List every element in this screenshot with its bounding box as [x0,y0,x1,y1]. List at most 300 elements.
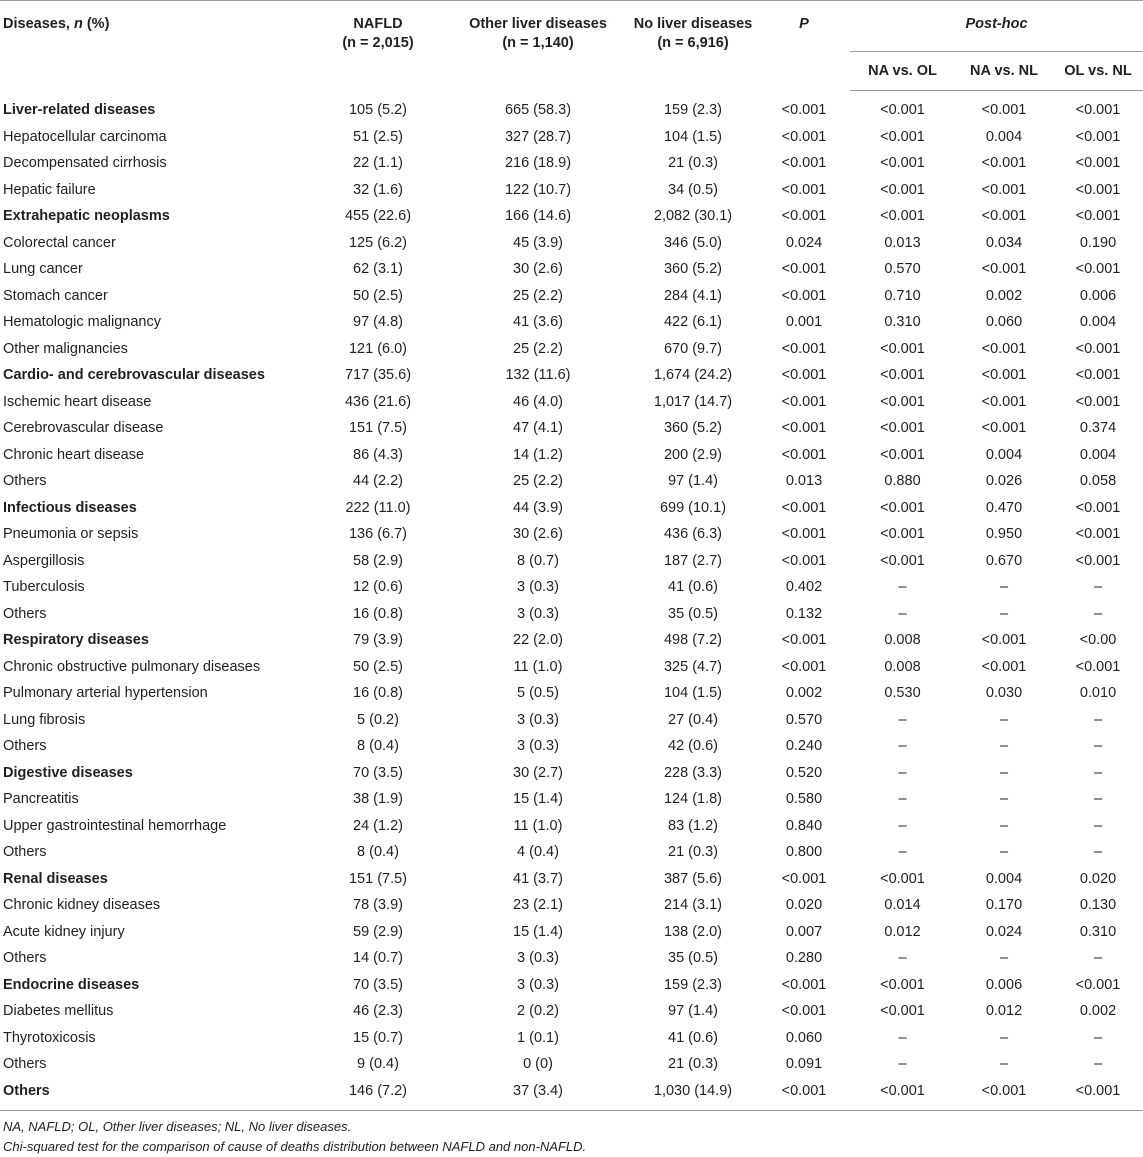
cell-disease: Lung cancer [3,261,83,277]
cell-ol-vs-nl: – [1093,738,1103,754]
cell-p-value: 0.402 [785,579,823,595]
cell-p-value: <0.001 [781,526,827,542]
cell-disease: Hepatic failure [3,181,96,198]
cell-p-value: 0.001 [785,314,823,330]
cell-disease: Pancreatitis [3,791,79,807]
cell-nafld: 78 (3.9) [353,897,403,913]
cell-other-liver: 3 (0.3) [517,950,559,966]
cell-no-liver: 422 (6.1) [663,314,723,330]
footnote-abbreviations: NA, NAFLD; OL, Other liver diseases; NL, No liver diseases. [3,1119,352,1134]
cell-na-vs-ol: – [898,764,907,781]
cell-no-liver: 699 (10.1) [659,499,727,516]
cell-other-liver: 30 (2.6) [513,526,563,542]
cell-p-value: 0.002 [785,685,823,701]
header-no-liver: No liver diseases (n = 6,916) [628,1,758,91]
category-row [0,627,1143,654]
cell-ol-vs-nl: 0.004 [1079,314,1117,330]
header-p-value: P [758,1,850,91]
cell-nafld: 51 (2.5) [353,128,403,145]
cell-other-liver: 3 (0.3) [517,738,559,754]
cell-no-liver: 42 (0.6) [668,738,718,754]
cell-no-liver: 187 (2.7) [663,552,723,569]
cell-na-vs-ol: 0.013 [884,234,921,251]
cell-nafld: 125 (6.2) [348,234,408,251]
table-row [0,839,1143,866]
cell-disease: Pulmonary arterial hypertension [3,685,208,701]
cell-no-liver: 228 (3.3) [663,764,723,781]
cell-disease: Cerebrovascular disease [3,420,164,436]
cell-ol-vs-nl: <0.001 [1075,367,1121,383]
cell-na-vs-nl: – [999,764,1009,781]
cell-nafld: 16 (0.8) [353,605,403,622]
cell-na-vs-nl: – [999,791,1009,807]
cell-na-vs-nl: 0.170 [985,897,1023,913]
cell-nafld: 24 (1.2) [353,817,403,834]
cell-na-vs-ol: <0.001 [880,499,925,516]
cell-no-liver: 159 (2.3) [663,101,723,118]
cell-p-value: <0.001 [781,155,827,171]
cell-p-value: <0.001 [781,1003,827,1019]
cell-ol-vs-nl: <0.001 [1075,658,1121,675]
cell-no-liver: 27 (0.4) [668,711,718,728]
cell-no-liver: 83 (1.2) [668,817,718,834]
cell-disease: Extrahepatic neoplasms [3,208,170,224]
cell-no-liver: 498 (7.2) [663,632,723,648]
cell-p-value: 0.024 [785,234,823,251]
cell-ol-vs-nl: <0.001 [1075,181,1121,198]
table-row [0,442,1143,469]
cell-na-vs-nl: 0.034 [985,234,1023,251]
cell-no-liver: 104 (1.5) [663,685,723,701]
cell-na-vs-nl: 0.002 [985,287,1023,304]
cell-ol-vs-nl: – [1093,950,1103,966]
cell-no-liver: 35 (0.5) [668,605,718,622]
cell-p-value: <0.001 [781,632,827,648]
cell-p-value: 0.520 [785,764,823,781]
cell-ol-vs-nl: – [1093,1029,1103,1046]
cell-na-vs-ol: 0.570 [884,261,921,277]
category-row [0,866,1143,893]
cell-na-vs-ol: 0.530 [884,685,921,701]
cell-no-liver: 1,017 (14.7) [653,393,733,410]
table-row [0,945,1143,972]
cell-p-value: 0.060 [785,1029,823,1046]
cell-no-liver: 21 (0.3) [668,844,718,860]
cell-p-value: <0.001 [781,261,827,277]
cell-other-liver: 15 (1.4) [513,923,563,940]
cell-other-liver: 22 (2.0) [513,632,563,648]
category-row [0,1078,1143,1111]
cell-no-liver: 138 (2.0) [663,923,723,940]
cell-nafld: 44 (2.2) [353,473,403,489]
category-row [0,91,1143,124]
cell-ol-vs-nl: 0.058 [1079,473,1117,489]
cell-na-vs-nl: 0.006 [985,976,1023,993]
cell-na-vs-nl: – [999,1029,1009,1046]
cell-no-liver: 124 (1.8) [663,791,723,807]
cell-na-vs-nl: – [999,1056,1009,1072]
cell-no-liver: 436 (6.3) [663,526,723,542]
cell-ol-vs-nl: <0.001 [1075,261,1121,277]
cell-other-liver: 665 (58.3) [504,101,572,118]
cell-other-liver: 30 (2.7) [513,764,563,781]
cell-na-vs-nl: <0.001 [981,261,1027,277]
cell-disease: Others [3,473,47,489]
cell-disease: Chronic obstructive pulmonary diseases [3,658,261,675]
cell-ol-vs-nl: <0.001 [1075,128,1121,145]
cell-no-liver: 35 (0.5) [668,950,718,966]
cell-na-vs-ol: – [898,791,907,807]
cell-ol-vs-nl: <0.001 [1075,155,1121,171]
cell-na-vs-ol: <0.001 [880,340,925,357]
cell-na-vs-ol: <0.001 [880,102,925,118]
cell-other-liver: 3 (0.3) [517,711,559,728]
cell-na-vs-nl: – [999,579,1009,595]
cell-na-vs-ol: <0.001 [880,526,925,542]
cell-nafld: 455 (22.6) [344,208,412,224]
cell-disease: Others [3,605,47,622]
cell-disease: Others [3,1056,47,1072]
cell-disease: Others [3,950,47,966]
table-row [0,124,1143,151]
cell-ol-vs-nl: 0.130 [1079,897,1117,913]
cell-nafld: 79 (3.9) [353,632,403,648]
cell-nafld: 38 (1.9) [353,791,403,807]
cell-no-liver: 21 (0.3) [668,1056,718,1072]
cell-na-vs-nl: <0.001 [981,658,1027,675]
cell-nafld: 8 (0.4) [357,738,399,754]
table-row [0,468,1143,495]
cell-other-liver: 216 (18.9) [504,155,572,171]
cell-disease: Chronic heart disease [3,446,145,463]
cell-disease: Renal diseases [3,870,108,887]
cell-ol-vs-nl: <0.001 [1053,1078,1143,1111]
cell-nafld: 8 (0.4) [357,844,399,860]
cell-ol-vs-nl: <0.001 [1075,526,1121,542]
cell-ol-vs-nl: – [1093,817,1103,834]
cell-na-vs-nl: <0.001 [981,208,1027,224]
cell-no-liver: 284 (4.1) [663,287,723,304]
table-row [0,230,1143,257]
cell-no-liver: 200 (2.9) [663,446,723,463]
cell-na-vs-ol: – [898,579,907,595]
cell-disease: Diabetes mellitus [3,1003,114,1019]
table-body [0,91,1143,1111]
cell-disease: Others [3,738,47,754]
header-na-vs-ol: NA vs. OL [850,52,955,91]
cell-disease: Hepatocellular carcinoma [3,128,167,145]
cell-p-value: 0.800 [785,844,823,860]
cell-other-liver: 23 (2.1) [513,897,563,913]
cell-na-vs-nl: 0.950 [985,526,1023,542]
cell-disease: Pneumonia or sepsis [3,526,139,542]
cell-other-liver: 45 (3.9) [513,234,563,251]
cell-nafld: 86 (4.3) [353,446,403,463]
cell-other-liver: 327 (28.7) [504,128,572,145]
category-row [0,203,1143,230]
cell-na-vs-ol: 0.710 [884,287,921,304]
cell-na-vs-ol: <0.001 [880,181,925,198]
table-row [0,998,1143,1025]
table-row [0,919,1143,946]
table-row [0,256,1143,283]
cell-ol-vs-nl: <0.001 [1075,208,1121,224]
cell-na-vs-ol: <0.001 [880,870,925,887]
table-row [0,786,1143,813]
cell-nafld: 46 (2.3) [353,1003,403,1019]
cell-other-liver: 25 (2.2) [513,287,563,304]
table-row [0,813,1143,840]
cell-p-value: 0.580 [785,791,823,807]
cell-nafld: 32 (1.6) [353,181,403,198]
cell-na-vs-nl: 0.004 [985,446,1023,463]
table-row [0,283,1143,310]
cell-no-liver: 670 (9.7) [663,340,723,357]
category-row [0,362,1143,389]
cell-p-value: <0.001 [781,420,827,436]
table-row [0,521,1143,548]
cell-na-vs-ol: – [898,817,907,834]
category-row [0,495,1143,522]
table-row [0,574,1143,601]
table-row [0,680,1143,707]
cell-na-vs-ol: <0.001 [880,128,925,145]
table-row [0,415,1143,442]
cell-na-vs-nl: 0.004 [985,870,1023,887]
cell-nafld: 50 (2.5) [353,287,403,304]
table-row [0,177,1143,204]
cell-nafld: 9 (0.4) [357,1056,399,1072]
cell-p-value: 0.570 [785,711,823,728]
cell-other-liver: 47 (4.1) [513,420,563,436]
cell-na-vs-ol: <0.001 [880,976,925,993]
cell-disease: Liver-related diseases [3,101,156,118]
cell-no-liver: 346 (5.0) [663,234,723,251]
cell-na-vs-nl: <0.001 [981,181,1027,198]
cell-nafld: 15 (0.7) [353,1029,403,1046]
cell-ol-vs-nl: <0.001 [1075,976,1121,993]
cell-disease: Respiratory diseases [3,632,149,648]
cell-no-liver: 214 (3.1) [663,897,723,913]
cell-ol-vs-nl: – [1093,711,1103,728]
table-row [0,150,1143,177]
cell-disease: Colorectal cancer [3,234,116,251]
cell-na-vs-nl: <0.001 [981,367,1027,383]
cell-disease: Hematologic malignancy [3,314,161,330]
cell-other-liver: 166 (14.6) [504,208,572,224]
cell-other-liver: 30 (2.6) [513,261,563,277]
cell-p-value: <0.001 [781,976,827,993]
table-row [0,1025,1143,1052]
cell-p-value: <0.001 [781,101,827,118]
cell-ol-vs-nl: 0.374 [1079,420,1117,436]
header-post-hoc: Post-hoc [850,1,1143,52]
cell-other-liver: 25 (2.2) [513,340,563,357]
cell-ol-vs-nl: – [1093,579,1103,595]
cell-disease: Stomach cancer [3,287,108,304]
cell-na-vs-nl: – [999,844,1009,860]
cell-na-vs-ol: 0.008 [884,632,921,648]
cell-disease: Thyrotoxicosis [3,1029,96,1046]
cell-other-liver: 14 (1.2) [513,446,563,463]
cell-no-liver: 1,030 (14.9) [628,1078,758,1111]
cell-other-liver: 41 (3.6) [513,314,563,330]
cell-disease: Others [0,1078,308,1111]
cell-nafld: 14 (0.7) [353,950,403,966]
cell-na-vs-nl: <0.001 [981,155,1027,171]
cell-disease: Endocrine diseases [3,976,140,993]
cell-no-liver: 97 (1.4) [668,473,718,489]
cell-na-vs-ol: <0.001 [850,1078,955,1111]
table-header [0,1,1143,91]
cell-no-liver: 325 (4.7) [663,658,723,675]
cell-na-vs-nl: – [999,817,1009,834]
cell-disease: Decompensated cirrhosis [3,155,167,171]
cell-disease: Lung fibrosis [3,711,86,728]
cell-other-liver: 3 (0.3) [517,605,559,622]
category-row [0,972,1143,999]
category-row [0,760,1143,787]
cell-p-value: <0.001 [781,128,827,145]
cell-na-vs-nl: <0.001 [981,102,1027,118]
cell-disease: Tuberculosis [3,579,85,595]
cell-na-vs-ol: 0.012 [884,923,921,940]
cell-nafld: 436 (21.6) [344,393,412,410]
table-row [0,1051,1143,1078]
cell-p-value: 0.132 [785,605,823,622]
cell-p-value: 0.020 [785,897,823,913]
cell-ol-vs-nl: 0.002 [1079,1003,1117,1019]
cell-ol-vs-nl: – [1093,764,1103,781]
cell-na-vs-ol: – [898,950,907,966]
cell-nafld: 151 (7.5) [348,870,408,887]
header-other-liver: Other liver diseases (n = 1,140) [448,1,628,91]
cell-ol-vs-nl: <0.00 [1079,632,1117,648]
cell-p-value: <0.001 [781,287,827,304]
cell-nafld: 146 (7.2) [308,1078,448,1111]
cell-disease: Chronic kidney diseases [3,897,161,913]
cell-p-value: 0.240 [785,738,823,754]
cell-na-vs-ol: 0.008 [884,658,921,675]
cell-no-liver: 387 (5.6) [663,870,723,887]
cell-na-vs-ol: – [898,1056,907,1072]
cell-na-vs-ol: – [898,1029,907,1046]
cell-disease: Infectious diseases [3,499,137,516]
cell-nafld: 121 (6.0) [348,340,408,357]
cell-nafld: 62 (3.1) [353,261,403,277]
cell-p-value: <0.001 [781,367,827,383]
footnote-method: Chi-squared test for the comparison of cause of deaths distribution between NAFLD and non-NAFLD. [3,1139,587,1154]
cell-ol-vs-nl: 0.310 [1079,923,1117,940]
header-nafld: NAFLD (n = 2,015) [308,1,448,91]
cell-p-value: <0.001 [781,340,827,357]
cell-na-vs-ol: <0.001 [880,208,925,224]
cell-other-liver: 25 (2.2) [513,473,563,489]
cell-nafld: 97 (4.8) [353,314,403,330]
cell-p-value: <0.001 [781,446,827,463]
cell-other-liver: 5 (0.5) [517,685,559,701]
cell-na-vs-nl: 0.470 [985,499,1023,516]
cell-no-liver: 104 (1.5) [663,128,723,145]
cell-nafld: 70 (3.5) [353,976,403,993]
cell-no-liver: 21 (0.3) [668,155,718,171]
cell-na-vs-ol: 0.310 [884,314,921,330]
cell-disease: Acute kidney injury [3,923,125,940]
cell-p-value: 0.091 [785,1056,823,1072]
cell-nafld: 5 (0.2) [357,711,399,728]
table-row [0,654,1143,681]
cell-ol-vs-nl: – [1093,605,1103,622]
cell-no-liver: 360 (5.2) [663,420,723,436]
cell-disease: Ischemic heart disease [3,393,152,410]
cell-disease: Aspergillosis [3,552,85,569]
cell-ol-vs-nl: 0.004 [1079,446,1117,463]
cell-other-liver: 122 (10.7) [504,181,572,198]
cell-no-liver: 41 (0.6) [668,1029,718,1046]
cell-p-value: <0.001 [781,181,827,198]
table-row [0,707,1143,734]
cell-p-value: 0.280 [785,950,823,966]
cell-ol-vs-nl: <0.001 [1075,340,1121,357]
cell-na-vs-nl: <0.001 [955,1078,1053,1111]
cell-ol-vs-nl: 0.190 [1079,234,1117,251]
cell-na-vs-nl: 0.026 [985,473,1023,489]
cell-nafld: 16 (0.8) [353,685,403,701]
cell-p-value: <0.001 [781,870,827,887]
cell-other-liver: 2 (0.2) [517,1003,559,1019]
cell-disease: Other malignancies [3,340,128,357]
cell-other-liver: 3 (0.3) [517,579,559,595]
cell-ol-vs-nl: 0.006 [1079,287,1117,304]
cell-ol-vs-nl: – [1093,1056,1103,1072]
cell-na-vs-nl: – [999,711,1009,728]
cell-ol-vs-nl: <0.001 [1075,102,1121,118]
cell-other-liver: 44 (3.9) [513,499,563,516]
cell-na-vs-ol: <0.001 [880,446,925,463]
cell-nafld: 717 (35.6) [344,367,412,383]
cell-na-vs-ol: <0.001 [880,155,925,171]
cell-na-vs-ol: <0.001 [880,393,925,410]
cell-no-liver: 2,082 (30.1) [653,208,733,224]
cell-p-value: 0.013 [785,473,823,489]
cell-na-vs-nl: <0.001 [981,393,1027,410]
cell-nafld: 50 (2.5) [353,658,403,675]
cell-nafld: 12 (0.6) [353,579,403,595]
cell-no-liver: 34 (0.5) [668,181,718,198]
cell-na-vs-ol: – [898,738,907,754]
cell-na-vs-ol: 0.880 [884,473,921,489]
cell-other-liver: 11 (1.0) [513,817,563,834]
cell-nafld: 136 (6.7) [348,526,408,542]
cell-other-liver: 0 (0) [523,1056,553,1072]
cell-p-value: <0.001 [781,552,827,569]
cell-no-liver: 1,674 (24.2) [653,367,733,383]
cell-na-vs-nl: 0.004 [985,128,1023,145]
header-na-vs-nl: NA vs. NL [955,52,1053,91]
cell-other-liver: 15 (1.4) [513,791,563,807]
cell-no-liver: 97 (1.4) [668,1003,718,1019]
cell-na-vs-ol: – [898,711,907,728]
cell-other-liver: 37 (3.4) [448,1078,628,1111]
cell-na-vs-ol: 0.014 [884,897,921,913]
cell-other-liver: 8 (0.7) [517,552,559,569]
cell-disease: Digestive diseases [3,764,133,781]
cell-na-vs-ol: <0.001 [880,1003,925,1019]
cell-p-value: <0.001 [781,658,827,675]
table-row [0,601,1143,628]
cell-disease: Upper gastrointestinal hemorrhage [3,817,227,834]
cell-na-vs-ol: – [898,844,907,860]
